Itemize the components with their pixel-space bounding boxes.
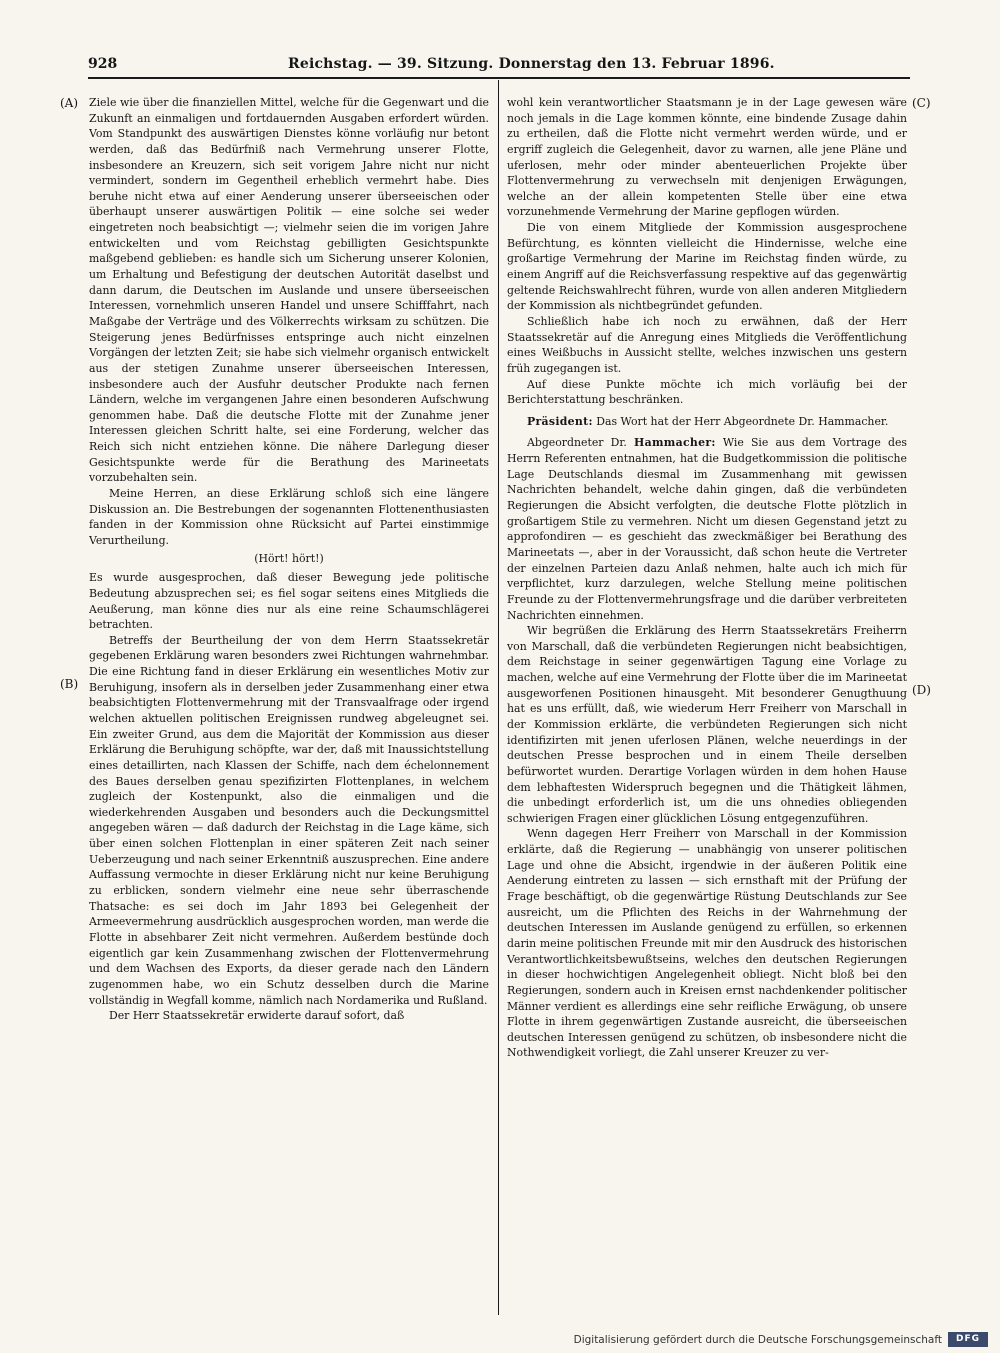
margin-marker-a: (A) bbox=[60, 96, 79, 110]
speaker-name: Präsident: bbox=[527, 414, 593, 428]
paragraph: Wir begrüßen die Erklärung des Herrn Staatssekretärs Freiherrn von Marschall, daß die verbündeten Regierungen nicht beabsichtigen, dem Reichstage in seiner gegenwärtigen Tagung eine Vorlage zu machen, welche auf eine Vermehrung der Flotte über die im Marineetat ausgeworfenen Positionen hinausgeht. Mit besonderer Genugthuung hat es uns erfüllt, daß, wie wiederum Herr Freiherr von Marschall in der Kommission erklärte, die verbündeten Regierungen sich nicht identifizirten mit jenen uferlosen Plänen, welche neuerdings in der deutschen Presse besprochen und in einem Theile derselben befürwortet wurden. Derartige Vorlagen würden in dem hohen Hause dem lebhaftesten Widerspruch begegnen und die Thätigkeit lähmen, die unbedingt erforderlich ist, um die uns ohnedies obliegenden schwierigen Fragen einer glücklichen Lösung entgegenzuführen. bbox=[507, 624, 907, 825]
margin-marker-d: (D) bbox=[912, 683, 931, 697]
interjection: (Hört! hört!) bbox=[254, 551, 324, 565]
margin-marker-b: (B) bbox=[60, 677, 79, 691]
paragraph: Es wurde ausgesprochen, daß dieser Bewegung jede politische Bedeutung abzusprechen sei; es fiel sogar seitens eines Mitglieds die Aeußerung, man könne dies nur als eine reine Schaumschlägerei betrachten. bbox=[89, 571, 489, 632]
margin-marker-c: (C) bbox=[912, 96, 931, 110]
page-header bbox=[88, 53, 910, 77]
president-statement bbox=[507, 414, 907, 430]
paragraph: Meine Herren, an diese Erklärung schloß sich eine längere Diskussion an. Die Bestrebungen der sogenannten Flottenenthusiasten fanden in der Kommission ohne Rücksicht auf Partei einstimmige Verurtheilung. bbox=[89, 487, 489, 547]
paragraph: Die von einem Mitgliede der Kommission ausgesprochene Befürchtung, es könnten vielleicht die Hindernisse, welche eine großartige Vermehrung der Marine im Reichstag finden würde, zu einem Angriff auf die Reichsverfassung respektive auf das gegenwärtig geltende Reichswahlrecht führen, wurde von allen anderen Mitgliedern der Kommission als nichtbegründet gefunden. bbox=[507, 221, 907, 313]
paragraph: Betreffs der Beurtheilung der von dem Herrn Staatssekretär gegebenen Erklärung waren besonders zwei Richtungen wahrnehmbar. Die eine Richtung fand in dieser Erklärung ein wesentliches Motiv zur Beruhigung, insofern als in derselben jeder Zusammenhang einer etwa beabsichtigten Flottenvermehrung mit der Transvaalfrage oder irgend welchen aktuellen politischen Ereignissen rundweg abgeleugnet sei. Ein zweiter Grund, aus dem die Majorität der Kommission aus dieser Erklärung die Beruhigung schöpfte, war der, daß mit Inaussichtstellung eines detaillirten, nach Klassen der Schiffe, nach dem échelonnement des Baues derselben genau spezifizirten Flottenplanes, in welchem zugleich der Kostenpunkt, also die einmaligen und die wiederkehrenden Ausgaben und besonders auch die Deckungsmittel angegeben wären — daß dadurch der Reichstag in die Lage käme, sich über einen solchen Flottenplan in einer späteren Zeit nach seiner Ueberzeugung und nach seiner Erkenntniß auszusprechen. Eine andere Auffassung vermochte in dieser Erklärung nicht nur keine Beruhigung zu erblicken, sondern vielmehr eine neue sehr überraschende Thatsache: es sei doch im Jahr 1893 bei Gelegenheit der Armeevermehrung ausdrücklich ausgesprochen worden, man werde die Flotte in absehbarer Zeit nicht vermehren. Außerdem bestünde doch eigentlich gar kein Zusammenhang zwischen der Flottenvermehrung und dem Wachsen des Exports, da dieser gerade nach den Ländern zugenommen habe, wo ein Schutz desselben durch die Marine vollständig in Wegfall komme, nämlich nach Nordamerika und Rußland. bbox=[89, 633, 489, 1007]
right-column bbox=[507, 95, 907, 1315]
column-divider bbox=[498, 80, 499, 1315]
paragraph: Ziele wie über die finanziellen Mittel, welche für die Gegenwart und die Zukunft an einmaligen und fortdauernden Ausgaben erfordert würden. Vom Standpunkt des auswärtigen Dienstes könne vorläufig nur betont werden, daß das Bedürfniß nach Vermehrung unserer Flotte, insbesondere an Kreuzern, sich seit vorigem Jahre nicht nur nicht vermindert, sondern im Gegentheil erheblich vermehrt habe. Dies beruhe nicht etwa auf einer Aenderung unserer überseeischen oder überhaupt unserer auswärtigen Politik — eine solche sei weder eingetreten noch beabsichtigt —; vielmehr seien die im vorigen Jahre entwickelten und vom Reichstag gebilligten Gesichtspunkte maßgebend geblieben: es handle sich um Sicherung unserer Kolonien, um Erhaltung und Befestigung der deutschen Autorität daselbst und dann darum, die Deutschen im Auslande und unsere überseeischen Interessen, vornehmlich unseren Handel und unsere Schifffahrt, nach Maßgabe der Verträge und des Völkerrechts wirksam zu schützen. Die Steigerung jenes Bedürfnisses entspringe auch nicht einzelnen Vorgängen der letzten Zeit; sie habe sich vielmehr organisch entwickelt aus der stetigen Zunahme unserer überseeischen Interessen, insbesondere auch der Ausfuhr deutscher Produkte nach fernen Ländern, welche im vergangenen Jahre einen besonderen Aufschwung genommen habe. Daß die deutsche Flotte mit der Zunahme jener Interessen gleichen Schritt halte, sei eine Forderung, welcher das Reich sich nicht entziehen könne. Die nähere Darlegung dieser Gesichtspunkte werde für die Berathung des Marineetats vorzubehalten sein. bbox=[89, 96, 489, 485]
statement-text: Wie Sie aus dem Vortrage des Herrn Referenten entnahmen, hat die Budgetkommission die politische Lage Deutschlands diesmal im Zusammenhang mit gewissen Nachrichten behandelt, welche dahin gingen, daß die verbündeten Regierungen die Absicht verfolgten, die deutsche Flotte plötzlich in großartigem Stile zu vermehren. Nicht um diesen Gegenstand jetzt zu approfondiren — es geschieht das zweckmäßiger bei Berathung des Marineetats —, aber in der Voraussicht, daß schon heute die Vertreter der einzelnen Parteien dazu Anlaß nehmen, halte auch ich mich für verpflichtet, kurz darzulegen, welche Stellung meine politischen Freunde zu der Flottenvermehrungsfrage und die darüber verbreiteten Nachrichten einnehmen. bbox=[507, 436, 907, 622]
paragraph: Auf diese Punkte möchte ich mich vorläufig bei der Berichterstattung beschränken. bbox=[507, 377, 907, 407]
speaker-name: Hammacher: bbox=[634, 436, 716, 450]
digitization-credit: Digitalisierung gefördert durch die Deutsche Forschungsgemeinschaft bbox=[573, 1334, 942, 1346]
paragraph: Schließlich habe ich noch zu erwähnen, daß der Herr Staatssekretär auf die Anregung eines Mitglieds die Veröffentlichung eines Weißbuchs in Aussicht stellte, welches inzwischen uns gestern früh zugegangen ist. bbox=[507, 314, 907, 375]
speaker-title: Abgeordneter Dr. bbox=[527, 436, 635, 450]
paragraph: Wenn dagegen Herr Freiherr von Marschall in der Kommission erklärte, daß die Regierung — unabhängig von unserer politischen Lage und ohne die Absicht, irgendwie in der äußeren Politik eine Aenderung eintreten zu lassen — sich ernsthaft mit der Prüfung der Frage beschäftigt, ob die gegenwärtige Rüstung Deutschlands zur See ausreicht, um die Pflichten des Reichs in der Wahrnehmung der deutschen Interessen im Auslande genügend zu erfüllen, so erkennen darin meine politischen Freunde mit mir den Ausdruck des historischen Verantwortlichkeitsbewußtseins, welches den deutschen Regierungen in dieser hochwichtigen Angelegenheit obliegt. Nicht bloß bei den Regierungen, sondern auch in Kreisen ernst nachdenkender politischer Männer verdient es allerdings eine sehr reifliche Erwägung, ob unsere Flotte in ihrem gegenwärtigen Zustande ausreicht, die überseeischen deutschen Interessen genügend zu schützen, ob insbesondere nicht die Nothwendigkeit vorliegt, die Zahl unserer Kreuzer zu ver- bbox=[507, 827, 907, 1060]
speech-paragraph bbox=[507, 435, 907, 623]
dfg-logo-icon: DFG bbox=[948, 1332, 988, 1347]
header-rule bbox=[88, 77, 910, 79]
statement-text: Das Wort hat der Herr Abgeordnete Dr. Hammacher. bbox=[592, 414, 889, 428]
left-column bbox=[89, 95, 489, 1315]
paragraph: Der Herr Staatssekretär erwiderte darauf sofort, daß bbox=[109, 1009, 405, 1023]
paragraph: wohl kein verantwortlicher Staatsmann je in der Lage gewesen wäre noch jemals in die Lage kommen könnte, eine bindende Zusage dahin zu ertheilen, daß die Flotte nicht vermehrt werden würde, und er ergriff zugleich die Gelegenheit, davor zu warnen, alle jene Pläne und uferlosen, mehr oder minder abenteuerlichen Projekte über Flottenvermehrung zu verwechseln mit denjenigen Erwägungen, welche an der allein kompetenten Stelle über eine etwa vorzunehmende Vermehrung der Marine gepflogen würden. bbox=[507, 96, 907, 219]
running-title: Reichstag. — 39. Sitzung. Donnerstag den 13. Februar 1896. bbox=[288, 56, 775, 72]
page-number: 928 bbox=[88, 56, 118, 72]
page-footer bbox=[0, 1327, 1000, 1351]
